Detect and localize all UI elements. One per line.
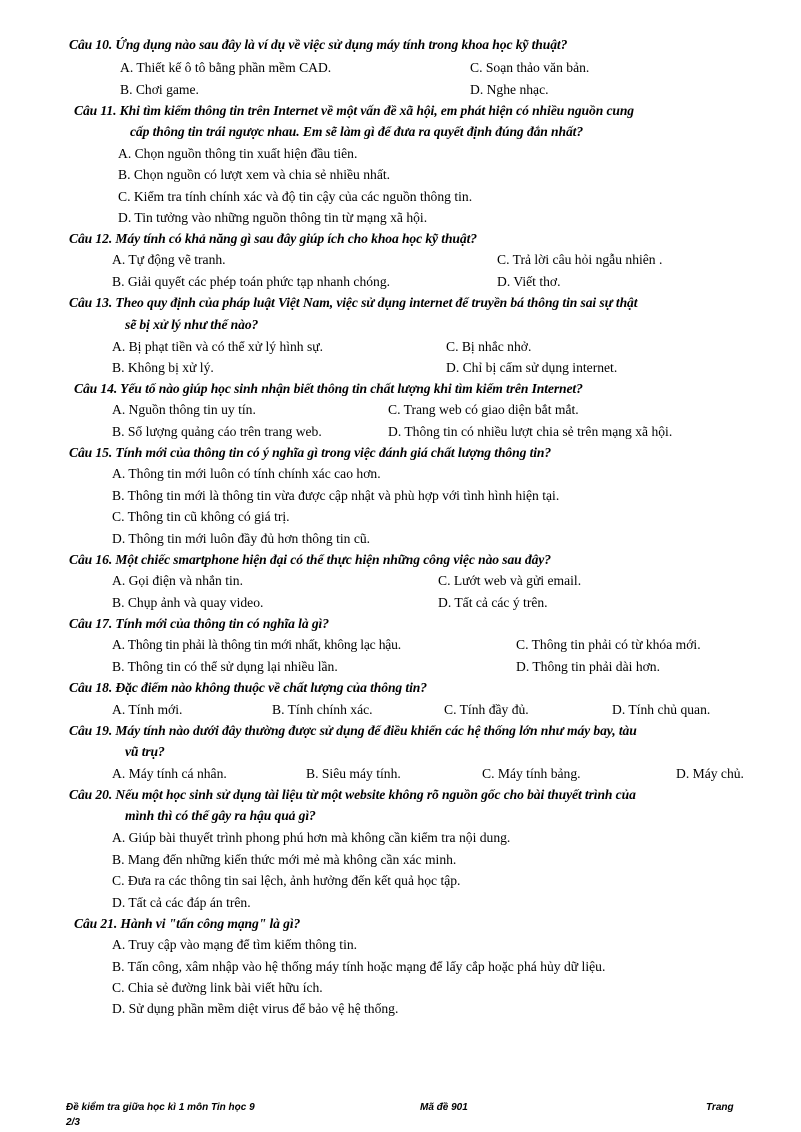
q14-option-c: C. Trang web có giao diện bắt mắt. xyxy=(388,402,579,417)
q15-option-b: B. Thông tin mới là thông tin vừa được cập nhật và phù hợp với tình hình hiện tại. xyxy=(112,488,560,503)
q20-option-b: B. Mang đến những kiến thức mới mẻ mà không cần xác minh. xyxy=(112,852,457,867)
q13-option-c: C. Bị nhắc nhở. xyxy=(446,339,532,354)
q13-option-a: A. Bị phạt tiền và có thể xử lý hình sự. xyxy=(112,339,324,354)
q15-option-d: D. Thông tin mới luôn đầy đủ hơn thông tin cũ. xyxy=(112,531,371,546)
q12-option-a: A. Tự động vẽ tranh. xyxy=(112,252,226,267)
q18-option-d: D. Tính chủ quan. xyxy=(612,702,711,717)
q14-option-a: A. Nguồn thông tin uy tín. xyxy=(112,402,256,417)
q18-option-c: C. Tính đầy đủ. xyxy=(444,702,529,717)
q18-option-b: B. Tính chính xác. xyxy=(272,702,373,717)
q13-option-b: B. Không bị xử lý. xyxy=(112,360,214,375)
q11-option-a: A. Chọn nguồn thông tin xuất hiện đầu tiên. xyxy=(118,146,358,161)
question-21-title: Câu 21. Hành vi "tấn công mạng" là gì? xyxy=(74,916,301,931)
question-19-title: Câu 19. Máy tính nào dưới đây thường được sử dụng để điều khiển các hệ thống lớn như máy bay, tàu xyxy=(69,723,637,738)
q17-option-c: C. Thông tin phải có từ khóa mới. xyxy=(516,637,701,652)
q19-option-a: A. Máy tính cá nhân. xyxy=(112,766,227,781)
q16-option-a: A. Gọi điện và nhắn tin. xyxy=(112,573,244,588)
question-16-title: Câu 16. Một chiếc smartphone hiện đại có thể thực hiện những công việc nào sau đây? xyxy=(69,552,551,567)
q15-option-c: C. Thông tin cũ không có giá trị. xyxy=(112,509,290,524)
q10-option-b: B. Chơi game. xyxy=(120,82,199,97)
q12-option-c: C. Trả lời câu hỏi ngẫu nhiên . xyxy=(497,252,663,267)
question-20-title-cont: mình thì có thể gây ra hậu quả gì? xyxy=(125,808,316,823)
question-13-title-cont: sẽ bị xử lý như thế nào? xyxy=(125,317,259,332)
question-18-title: Câu 18. Đặc điểm nào không thuộc về chất lượng của thông tin? xyxy=(69,680,427,695)
question-10-title: Câu 10. Ứng dụng nào sau đây là ví dụ về việc sử dụng máy tính trong khoa học kỹ thuật? xyxy=(69,37,568,52)
q16-option-b: B. Chụp ảnh và quay video. xyxy=(112,595,264,610)
footer-page-fraction: 2/3 xyxy=(66,1117,80,1128)
q14-option-d: D. Thông tin có nhiều lượt chia sẻ trên mạng xã hội. xyxy=(388,424,673,439)
question-15-title: Câu 15. Tính mới của thông tin có ý nghĩa gì trong việc đánh giá chất lượng thông tin? xyxy=(69,445,552,460)
question-17-title: Câu 17. Tính mới của thông tin có nghĩa là gì? xyxy=(69,616,329,631)
footer-page-label: Trang xyxy=(706,1102,734,1113)
question-19-title-cont: vũ trụ? xyxy=(125,744,165,759)
q15-option-a: A. Thông tin mới luôn có tính chính xác cao hơn. xyxy=(112,466,381,481)
q12-option-b: B. Giải quyết các phép toán phức tạp nhanh chóng. xyxy=(112,274,391,289)
q20-option-c: C. Đưa ra các thông tin sai lệch, ảnh hưởng đến kết quả học tập. xyxy=(112,873,461,888)
question-20-title: Câu 20. Nếu một học sinh sử dụng tài liệu từ một website không rõ nguồn gốc cho bài thuyết trình của xyxy=(69,787,636,802)
q11-option-b: B. Chọn nguồn có lượt xem và chia sẻ nhiều nhất. xyxy=(118,167,391,182)
question-14-title: Câu 14. Yếu tố nào giúp học sinh nhận biết thông tin chất lượng khi tìm kiếm trên Internet? xyxy=(74,381,583,396)
q19-option-b: B. Siêu máy tính. xyxy=(306,766,401,781)
q17-option-a: A. Thông tin phải là thông tin mới nhất, không lạc hậu. xyxy=(112,637,401,652)
question-12-title: Câu 12. Máy tính có khả năng gì sau đây giúp ích cho khoa học kỹ thuật? xyxy=(69,231,477,246)
q21-option-c: C. Chia sẻ đường link bài viết hữu ích. xyxy=(112,980,323,995)
q17-option-d: D. Thông tin phải dài hơn. xyxy=(516,659,660,674)
q13-option-d: D. Chỉ bị cấm sử dụng internet. xyxy=(446,360,618,375)
q14-option-b: B. Số lượng quảng cáo trên trang web. xyxy=(112,424,322,439)
question-13-title: Câu 13. Theo quy định của pháp luật Việt Nam, việc sử dụng internet để truyền bá thông tin sai sự thật xyxy=(69,295,638,310)
q10-option-d: D. Nghe nhạc. xyxy=(470,82,549,97)
q18-option-a: A. Tính mới. xyxy=(112,702,183,717)
q12-option-d: D. Viết thơ. xyxy=(497,274,561,289)
q17-option-b: B. Thông tin có thể sử dụng lại nhiều lần. xyxy=(112,659,338,674)
q19-option-c: C. Máy tính bảng. xyxy=(482,766,581,781)
q20-option-a: A. Giúp bài thuyết trình phong phú hơn mà không cần kiểm tra nội dung. xyxy=(112,830,511,845)
q11-option-d: D. Tin tưởng vào những nguồn thông tin từ mạng xã hội. xyxy=(118,210,428,225)
q21-option-d: D. Sử dụng phần mềm diệt virus để bảo vệ hệ thống. xyxy=(112,1001,399,1016)
footer-exam-title: Đề kiểm tra giữa học kì 1 môn Tin học 9 xyxy=(66,1102,255,1113)
q21-option-b: B. Tấn công, xâm nhập vào hệ thống máy tính hoặc mạng để lấy cắp hoặc phá hủy dữ liệu. xyxy=(112,959,606,974)
footer-exam-code: Mã đề 901 xyxy=(420,1102,468,1113)
question-11-title: Câu 11. Khi tìm kiếm thông tin trên Internet về một vấn đề xã hội, em phát hiện có nhiều nguồn cung xyxy=(74,103,635,118)
question-11-title-cont: cấp thông tin trái ngược nhau. Em sẽ làm gì để đưa ra quyết định đúng đắn nhất? xyxy=(130,124,584,139)
q21-option-a: A. Truy cập vào mạng để tìm kiếm thông tin. xyxy=(112,937,358,952)
q19-option-d: D. Máy chủ. xyxy=(676,766,744,781)
q16-option-d: D. Tất cả các ý trên. xyxy=(438,595,548,610)
q20-option-d: D. Tất cả các đáp án trên. xyxy=(112,895,251,910)
q10-option-c: C. Soạn thảo văn bản. xyxy=(470,60,590,75)
q11-option-c: C. Kiểm tra tính chính xác và độ tin cậy của các nguồn thông tin. xyxy=(118,189,473,204)
q10-option-a: A. Thiết kế ô tô bằng phần mềm CAD. xyxy=(120,60,332,75)
q16-option-c: C. Lướt web và gửi email. xyxy=(438,573,582,588)
